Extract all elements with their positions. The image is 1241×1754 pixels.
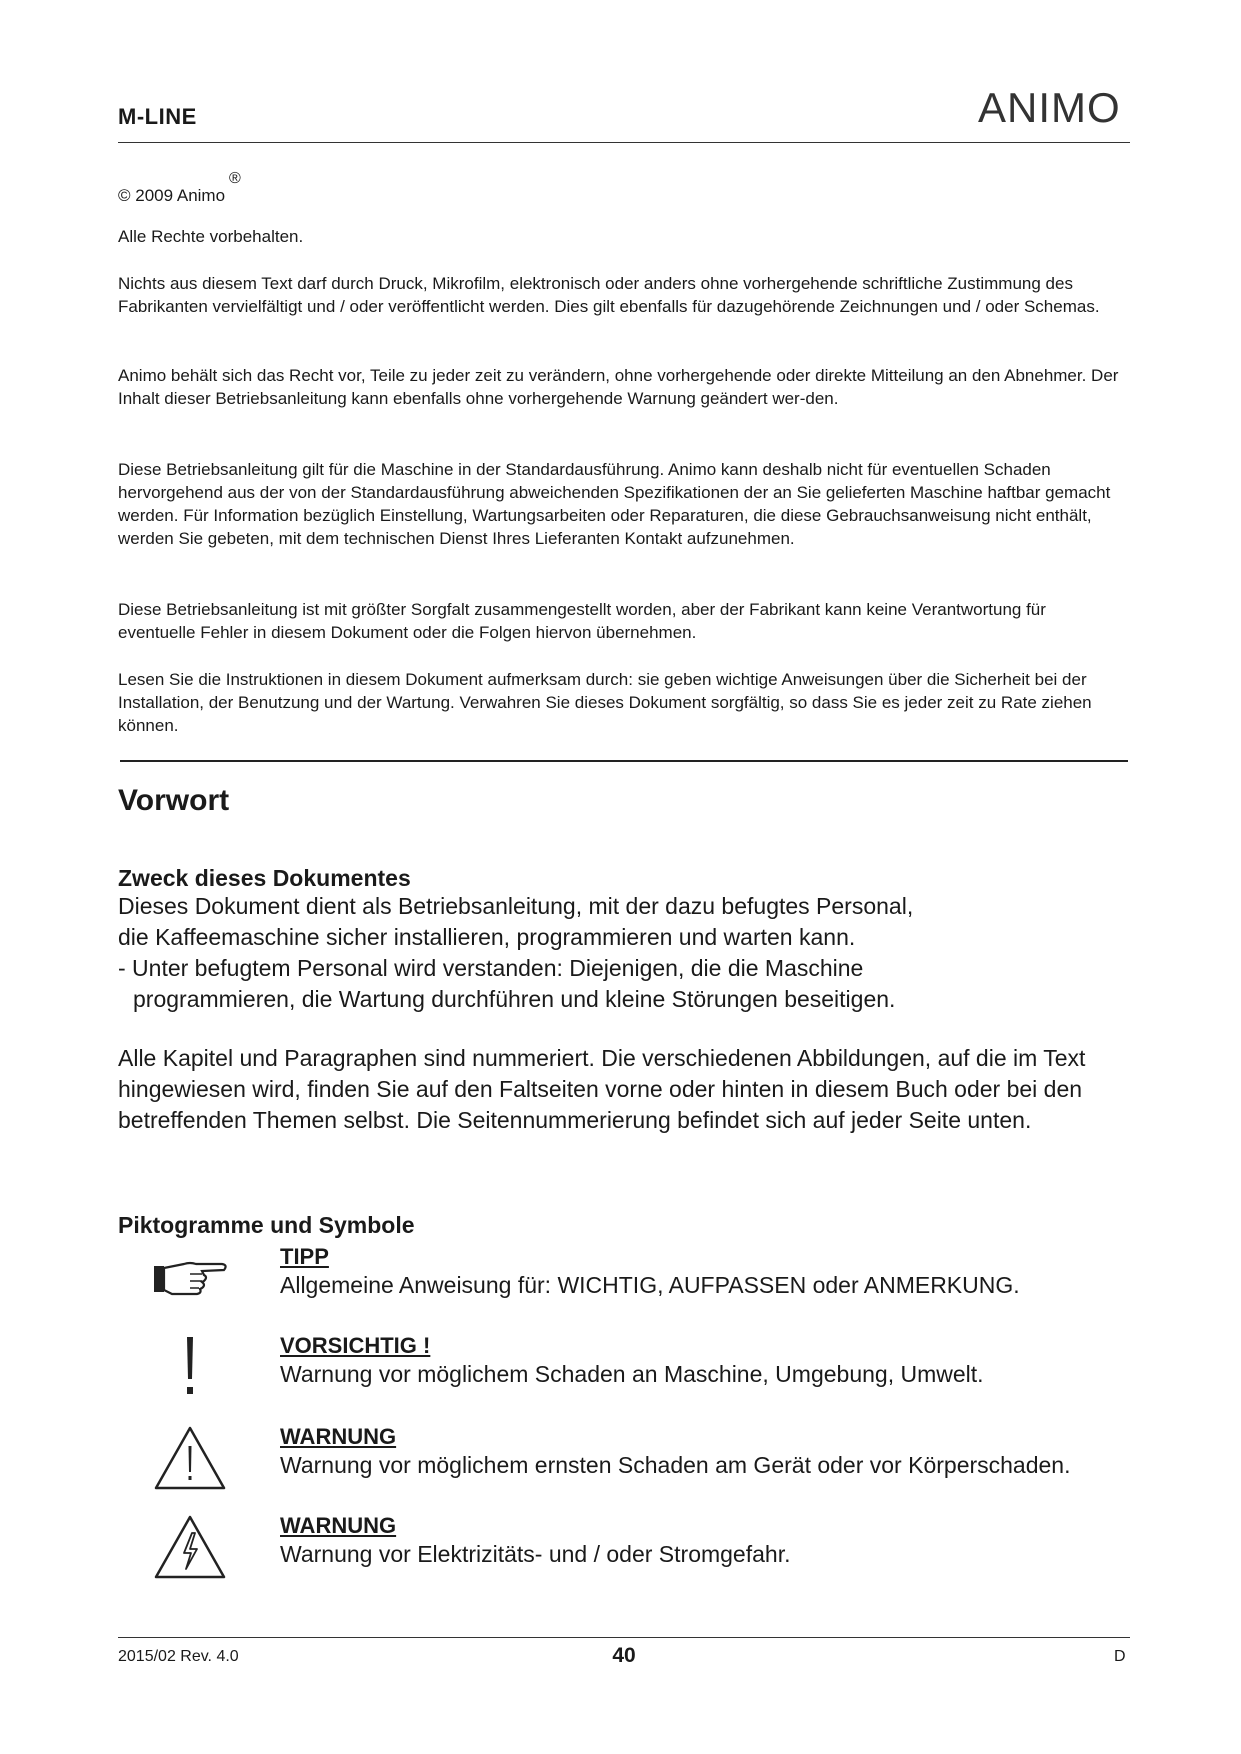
exclamation-icon [150,1333,230,1403]
section-divider [120,760,1128,762]
pictogram-row-electric [150,1513,1130,1593]
registered-mark: ® [229,170,241,187]
footer-revision: 2015/02 Rev. 4.0 [118,1648,239,1665]
electric-warning-description: Warnung vor Elektrizitäts- und / oder Stromgefahr. [280,1541,791,1567]
legal-paragraph-4: Diese Betriebsanleitung ist mit größter Sorgfalt zusammengestellt worden, aber der Fabrikant kann keine Verantwortung für eventuelle Fehler in diesem Dokument oder die Folgen hiervon übernehmen. [118,600,1046,642]
pictogram-row-warning [150,1424,1130,1504]
legal-paragraph-1: Nichts aus diesem Text darf durch Druck, Mikrofilm, elektronisch oder anders ohne vorhergehende schriftliche Zustimmung des Fabrikanten vervielfältigt und / oder veröffentlicht werden. Dies gilt ebenfalls für dazugehörende Zeichnungen und / oder Schemas. [118,274,1100,316]
purpose-line: - Unter befugtem Personal wird verstanden: Diejenigen, die die Maschine [118,955,864,981]
pointing-hand-icon [150,1244,230,1314]
legal-paragraph-2: Animo behält sich das Recht vor, Teile zu jeder zeit zu verändern, ohne vorhergehende oder direkte Mitteilung an den Abnehmer. Der Inhalt dieser Betriebsanleitung kann ebenfalls ohne vorhergehende Warnung geändert wer-den. [118,366,1119,408]
purpose-line: programmieren, die Wartung durchführen und kleine Störungen beseitigen. [133,986,896,1012]
warning-triangle-icon [150,1424,230,1494]
pictograms-heading: Piktogramme und Symbole [118,1212,415,1238]
purpose-heading: Zweck dieses Dokumentes [118,865,411,891]
purpose-paragraph [118,891,1128,1015]
warning-title: WARNUNG [280,1424,397,1449]
chapters-paragraph: Alle Kapitel und Paragraphen sind nummeriert. Die verschiedenen Abbildungen, auf die im Text hingewiesen wird, finden Sie auf den Faltseiten vorne oder hinten in diesem Buch oder bei den betreffenden Themen selbst. Die Seitennummerierung befindet sich auf jeder Seite unten. [118,1045,1086,1133]
pictogram-row-tip [150,1244,1130,1324]
rights-text: Alle Rechte vorbehalten. [118,227,304,246]
page-number: 40 [612,1644,636,1667]
tip-description: Allgemeine Anweisung für: WICHTIG, AUFPASSEN oder ANMERKUNG. [280,1272,1020,1298]
tip-title: TIPP [280,1244,329,1269]
animo-logo [978,84,1128,128]
electric-hazard-icon [150,1513,230,1583]
header-divider [118,142,1130,143]
caution-title: VORSICHTIG ! [280,1333,431,1358]
purpose-line: Dieses Dokument dient als Betriebsanleitung, mit der dazu befugtes Personal, [118,893,914,919]
caution-description: Warnung vor möglichem Schaden an Maschine, Umgebung, Umwelt. [280,1361,984,1387]
warning-description: Warnung vor möglichem ernsten Schaden am Gerät oder vor Körperschaden. [280,1452,1071,1478]
electric-warning-title: WARNUNG [280,1513,397,1538]
legal-paragraph-3: Diese Betriebsanleitung gilt für die Maschine in der Standardausführung. Animo kann deshalb nicht für eventuellen Schaden hervorgehend aus der von der Standardausführung abweichenden Spezifikationen der an Sie gelieferten Maschine haftbar gemacht werden. Für Information bezüglich Einstellung, Wartungsarbeiten oder Reparaturen, die diese Gebrauchsanweisung nicht enthält, werden Sie gebeten, mit dem technischen Dienst Ihres Lieferanten Kontakt aufzunehmen. [118,460,1111,548]
header-title: M-LINE [118,104,197,129]
copyright-text: © 2009 Animo [118,186,226,205]
footer-language: D [1114,1648,1126,1665]
footer-divider [118,1637,1130,1638]
section-title: Vorwort [118,784,230,817]
legal-paragraph-5: Lesen Sie die Instruktionen in diesem Dokument aufmerksam durch: sie geben wichtige Anweisungen über die Sicherheit bei der Installation, der Benutzung und der Wartung. Verwahren Sie dieses Dokument sorgfältig, so dass Sie es jeder zeit zu Rate ziehen können. [118,670,1092,735]
pictogram-row-caution [150,1333,1130,1413]
purpose-line: die Kaffeemaschine sicher installieren, programmieren und warten kann. [118,924,856,950]
copyright-line [118,170,241,206]
brand-logo-text: ANIMO [978,84,1121,128]
